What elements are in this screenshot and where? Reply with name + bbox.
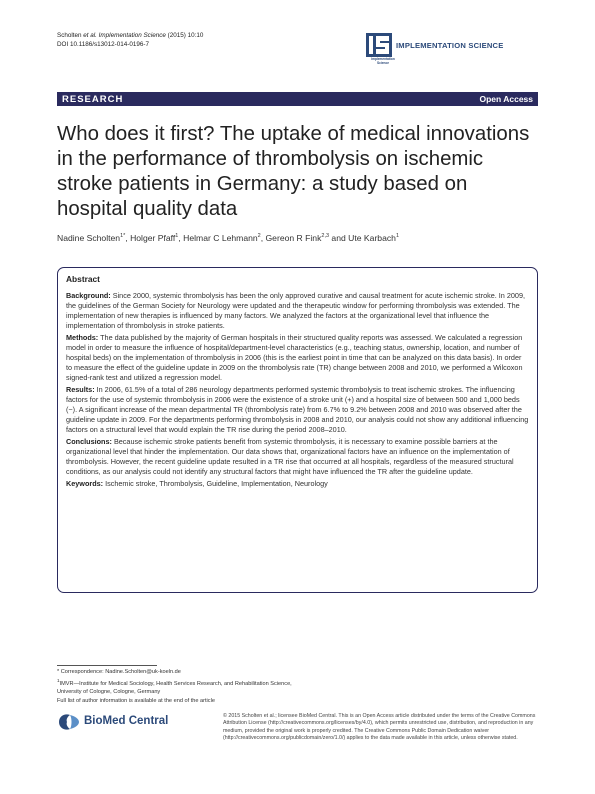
- article-title: Who does it first? The uptake of medical innovations in the performance of thrombolysis on ischemic stroke patients in Germany: a study based on hospital quality data: [57, 123, 530, 220]
- section-label: Conclusions:: [66, 437, 112, 447]
- publisher-name: BioMed Central: [84, 715, 169, 727]
- citation-volume: (2015) 10:10: [167, 32, 204, 39]
- section-text: The data published by the majority of German hospitals in their structured quality reports was assessed. We calculated a regression model in order to measure the influence of hospital/department-level characteristics (e.g., teaching status, ownership, location, and number of hospital beds) on the implementation of thrombolysis in 2006 (this is the earliest point in time that can be analyzed on this data basis). In order to measure the effect of the guideline update in 2009 on the thrombolysis rate (TR) change between 2008 and 2010, we performed a Wilcoxon signed-rank test and utilized a regression model.: [66, 332, 523, 383]
- author-name: Helmar C Lehmann: [183, 233, 258, 243]
- journal-logo-icon: [366, 33, 392, 57]
- author-affiliation: 2: [257, 233, 261, 240]
- journal-logo-small: Implementation Science: [371, 57, 395, 65]
- footnote-divider: [57, 665, 157, 666]
- correspondence[interactable]: * Correspondence: Nadine.Scholten@uk-koeln.de: [57, 669, 181, 675]
- article-type-bar: [57, 92, 538, 106]
- journal-logo-text: IMPLEMENTATION SCIENCE: [396, 41, 504, 50]
- open-access-label: Open Access: [479, 94, 533, 104]
- publisher-logo: [57, 712, 187, 732]
- section-text: Ischemic stroke, Thrombolysis, Guideline, Implementation, Neurology: [105, 479, 328, 489]
- doi: DOI 10.1186/s13012-014-0196-7: [57, 41, 149, 48]
- section-text: Because ischemic stroke patients benefit from systemic thrombolysis, it is necessary to examine possible barriers at the organizational level that hinder the implementation. Our data shows that, organizational factors have an influence on the implementation of thrombolysis. However, the recent guideline update resulted in a TR rise that occurred at all hospitals, regardless of the measured structural conditions, as our analysis could not identify any structural factors that might have influenced the TR after the guideline update.: [66, 437, 514, 477]
- article-type-label: RESEARCH: [62, 93, 124, 105]
- abstract-box: [57, 267, 538, 593]
- abstract-methods: [66, 333, 529, 383]
- affiliation-text: IMVR—Institute for Medical Sociology, Health Services Research, and Rehabilitation Science, University of Cologne, Cologne, Germany: [57, 680, 292, 696]
- citation-et-al: et al.: [83, 32, 97, 39]
- license-text: © 2015 Scholten et al.; licensee BioMed Central. This is an Open Access article distributed under the terms of the Creative Commons Attribution License (http://creativecommons.org/licenses/by/4.0), which permits unrestricted use, distribution, and reproduction in any medium, provided the original work is properly credited. The Creative Commons Public Domain Dedication waiver (http://creativecommons.org/publicdomain/zero/1.0/) applies to the data made available in this article, unless otherwise stated.: [223, 713, 536, 741]
- citation-authors: Scholten: [57, 32, 82, 39]
- journal-logo: [366, 33, 538, 65]
- abstract-conclusions: [66, 437, 529, 477]
- citation: [57, 31, 203, 49]
- section-label: Methods:: [66, 332, 99, 342]
- affiliation: [57, 677, 317, 697]
- footnotes: [57, 668, 317, 705]
- author-affiliation: 1: [175, 233, 179, 240]
- author-name: Ute Karbach: [348, 233, 396, 243]
- abstract-background: [66, 291, 529, 331]
- section-text: In 2006, 61.5% of a total of 286 neurology departments performed systemic thrombolysis to treat ischemic strokes. The influencing factors for the use of systemic thrombolysis in 2006 were the existence of a stroke unit (+) and a hospital size of between 500 and 1,000 beds (−). A significant increase of the mean departmental TR (thrombolysis rate) from 6.7% to 9.2% between 2008 and 2010 was observed after the guideline update in 2009. For the departments performing thrombolysis in 2008 and 2010, our analysis could not show any additional influencing factors on a structural level that would explain the TR rise during the period 2008–2010.: [66, 385, 529, 435]
- section-label: Background:: [66, 291, 111, 300]
- abstract-body: [66, 291, 529, 491]
- section-label: Keywords:: [66, 479, 104, 489]
- author-affiliation: 1: [395, 233, 400, 240]
- biomed-central-icon: [57, 712, 81, 732]
- author-affiliation: 1*: [120, 233, 126, 240]
- abstract-keywords: [66, 479, 529, 489]
- author-list: Nadine Scholten$^{1*}$, Holger Pfaff$^1$, Helmar C Lehmann$^2$, Gereon R Fink$^{2,3}$ and Ute Karbach$^1$: [57, 233, 400, 243]
- author-name: Holger Pfaff: [130, 233, 176, 243]
- author-name: Gereon R Fink: [265, 233, 322, 243]
- full-author-info: Full list of author information is available at the end of the article: [57, 697, 215, 704]
- citation-journal: Implementation Science: [98, 32, 166, 39]
- author-name: Nadine Scholten: [57, 233, 121, 243]
- abstract-heading: Abstract: [66, 274, 100, 284]
- section-text: Since 2000, systemic thrombolysis has been the only approved curative and causal treatment for acute ischemic stroke. In 2009, the guidelines of the German Society for Neurology were updated and the therapeutic window for performing thrombolysis was extended. The implementation of new therapies is influenced by many factors. We analyzed the factors at the organizational level that influence the implementation of thrombolysis in stroke patients.: [66, 291, 525, 331]
- affiliation-sup: 1: [57, 677, 60, 683]
- section-label: Results:: [66, 385, 95, 395]
- abstract-results: [66, 385, 529, 435]
- author-affiliation: 2,3: [321, 233, 330, 240]
